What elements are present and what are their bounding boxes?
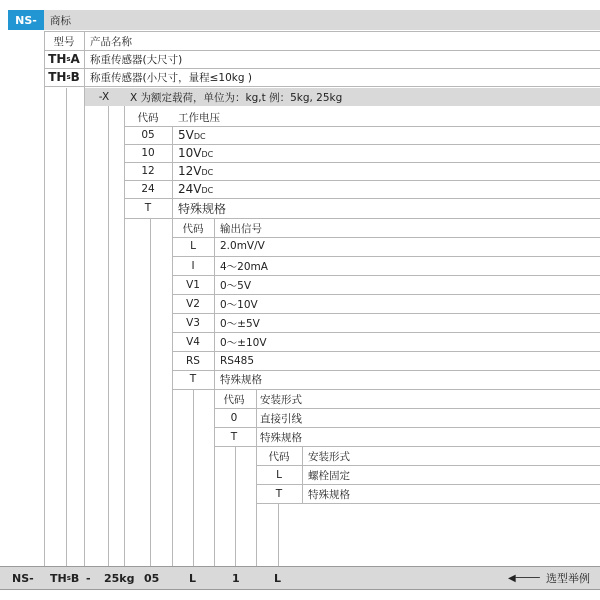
rule xyxy=(172,370,600,371)
voltage-code: 10 xyxy=(141,147,155,159)
rule xyxy=(44,86,600,87)
brand-prefix: NS- xyxy=(8,10,44,30)
rule xyxy=(214,408,600,409)
rule xyxy=(256,484,600,485)
connector-line-prefix xyxy=(44,31,45,566)
voltage-code: 12 xyxy=(141,165,155,177)
arrow-left-icon: ◀──── xyxy=(508,572,540,584)
voltage-code: 24 xyxy=(141,183,155,195)
signal-code: L xyxy=(190,240,196,252)
rule xyxy=(172,256,600,257)
model-name-row-1: 称重传感器(大尺寸) xyxy=(90,53,183,66)
connector-line-model xyxy=(84,31,85,566)
example-label: 选型举例 xyxy=(546,572,590,585)
rule xyxy=(256,465,600,466)
connector-line-signal xyxy=(214,219,215,566)
example-model: TH s B xyxy=(50,571,80,585)
model-name-row-2: 称重传感器(小尺寸，量程≤10kg ) xyxy=(90,71,252,84)
connector-line-model-drop xyxy=(66,88,67,566)
signal-code: V1 xyxy=(186,279,200,291)
signal-value: 4～20mA xyxy=(220,260,268,273)
mount-value: 直接引线 xyxy=(260,412,302,425)
example-prefix: NS- xyxy=(12,571,34,585)
connector-line-signal-drop xyxy=(193,389,194,566)
rule xyxy=(172,275,600,276)
rule xyxy=(44,50,600,51)
voltage-header-name: 工作电压 xyxy=(178,111,220,124)
mount2-header-name: 安装形式 xyxy=(308,450,350,463)
mount-header-code: 代码 xyxy=(223,393,245,406)
signal-code: I xyxy=(191,260,195,272)
voltage-value: 12V DC xyxy=(178,164,214,178)
model-code-row-1: TH s A xyxy=(48,52,80,66)
mount2-value: 特殊规格 xyxy=(308,488,350,501)
voltage-value: 24V DC xyxy=(178,182,214,196)
rule xyxy=(172,313,600,314)
connector-line-voltage-drop xyxy=(150,218,151,566)
signal-code: T xyxy=(189,373,197,385)
example-dash: - xyxy=(86,571,91,585)
rule xyxy=(214,427,600,428)
example-signal: L xyxy=(189,571,197,585)
capacity-desc: X 为额定载荷，单位为：kg,t 例：5kg, 25kg xyxy=(124,88,600,106)
signal-value: 0～5V xyxy=(220,279,252,292)
signal-value: RS485 xyxy=(220,355,255,367)
model-code-row-2: TH s B xyxy=(48,70,80,84)
rule xyxy=(124,162,600,163)
connector-line-voltage xyxy=(172,126,173,566)
capacity-code: -X xyxy=(84,88,124,106)
example-mount: 1 xyxy=(232,571,240,585)
voltage-code: T xyxy=(144,202,152,214)
signal-code: RS xyxy=(186,355,200,367)
rule xyxy=(44,31,600,32)
mount2-header-code: 代码 xyxy=(268,450,290,463)
signal-code: V3 xyxy=(186,317,200,329)
rule xyxy=(172,332,600,333)
rule xyxy=(124,218,600,219)
signal-header-code: 代码 xyxy=(182,222,204,235)
mount-value: 特殊规格 xyxy=(260,431,302,444)
rule xyxy=(44,68,600,69)
connector-line-mount-drop xyxy=(235,446,236,566)
signal-value: 2.0mV/V xyxy=(220,240,265,252)
example-capacity: 25kg xyxy=(104,571,135,585)
rule xyxy=(124,144,600,145)
rule xyxy=(256,503,600,504)
signal-value: 0～±10V xyxy=(220,336,267,349)
voltage-value: 特殊规格 xyxy=(178,201,227,216)
connector-line-capacity xyxy=(124,106,125,566)
mount-code: T xyxy=(230,431,238,443)
voltage-header-code: 代码 xyxy=(137,111,159,124)
connector-line-mount xyxy=(256,390,257,566)
column-line-mount2 xyxy=(302,447,303,504)
brand-label: 商标 xyxy=(44,10,600,30)
rule xyxy=(172,351,600,352)
example-mount2: L xyxy=(274,571,282,585)
model-header-name: 产品名称 xyxy=(90,35,132,48)
rule xyxy=(214,446,600,447)
rule xyxy=(124,126,600,127)
rule xyxy=(172,389,600,390)
voltage-value: 10V DC xyxy=(178,146,214,160)
signal-value: 0～10V xyxy=(220,298,258,311)
signal-value: 0～±5V xyxy=(220,317,260,330)
example-voltage: 05 xyxy=(144,571,160,585)
rule xyxy=(124,180,600,181)
mount2-code: T xyxy=(275,488,283,500)
mount2-code: L xyxy=(276,469,282,481)
connector-line-mount2-drop xyxy=(278,503,279,566)
signal-code: V4 xyxy=(186,336,200,348)
rule xyxy=(172,237,600,238)
mount-header-name: 安装形式 xyxy=(260,393,302,406)
signal-header-name: 输出信号 xyxy=(220,222,262,235)
rule xyxy=(124,198,600,199)
signal-code: V2 xyxy=(186,298,200,310)
mount-code: 0 xyxy=(230,412,238,424)
voltage-code: 05 xyxy=(141,129,155,141)
mount2-value: 螺栓固定 xyxy=(308,469,350,482)
signal-value: 特殊规格 xyxy=(220,373,262,386)
rule xyxy=(172,294,600,295)
voltage-value: 5V DC xyxy=(178,128,206,142)
model-header-code: 型号 xyxy=(53,35,75,48)
connector-line-capacity-drop xyxy=(108,106,109,566)
